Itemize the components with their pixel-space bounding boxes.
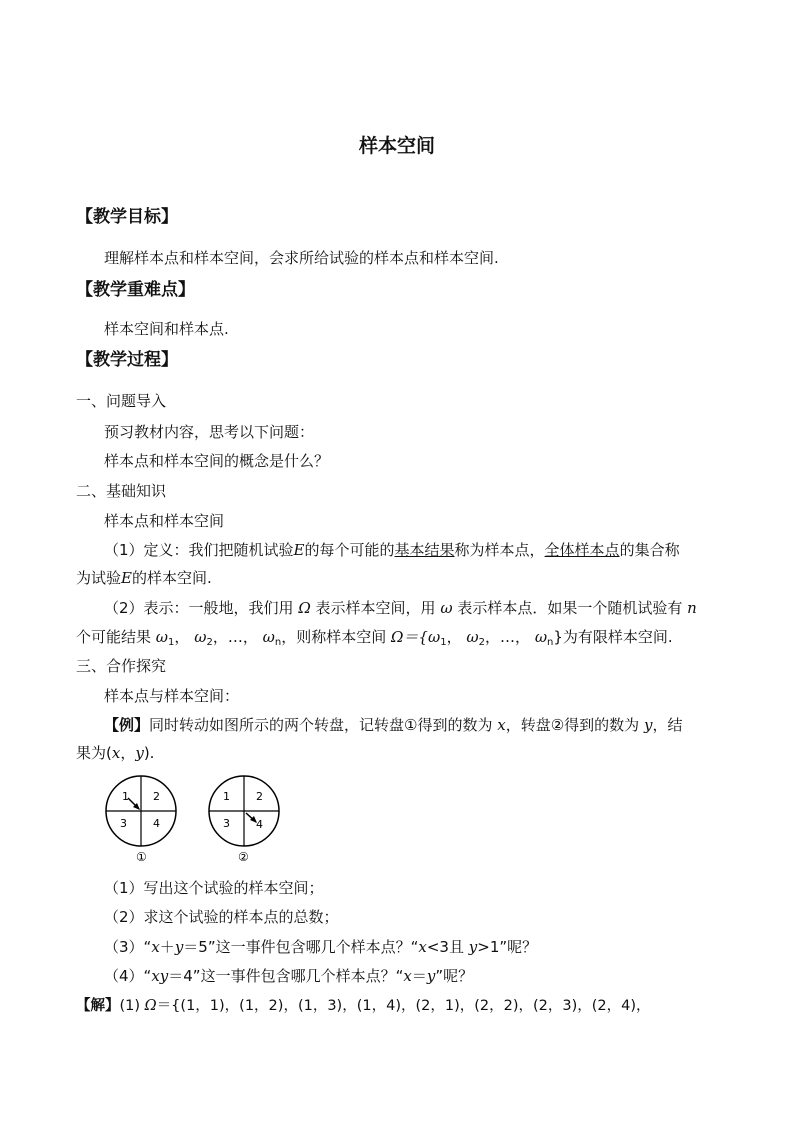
example-line1: 【例】同时转动如图所示的两个转盘，记转盘①得到的数为 x，转盘②得到的数为 y，结 xyxy=(104,716,683,734)
dial-2-sector-1: 1 xyxy=(223,790,230,803)
part2-heading: 二、基础知识 xyxy=(76,482,167,500)
goal-text: 理解样本点和样本空间，会求所给试验的样本点和样本空间. xyxy=(104,249,499,267)
dial-1-sector-3: 3 xyxy=(120,817,127,830)
part1-heading: 一、问题导入 xyxy=(76,392,167,410)
question-2: （2）求这个试验的样本点的总数； xyxy=(104,908,339,926)
dial-2 xyxy=(209,776,279,864)
representation-line2: 个可能结果 $\omega_1$， $\omega_2$，…， $\omega_n$，则称样本空间 $\Omega=\{\omega_1$， $\omega_2$，…， $\omega_n$}为有限样本空间. xyxy=(76,628,673,648)
dial-2-sector-3: 3 xyxy=(223,817,230,830)
key-text: 样本空间和样本点. xyxy=(104,320,229,338)
part3-subheading: 样本点与样本空间： xyxy=(104,687,240,705)
dial-2-label: ② xyxy=(238,850,249,864)
dial-1-sector-4: 4 xyxy=(153,817,160,830)
section-heading-key: 【教学重难点】 xyxy=(76,280,195,300)
spinner-figure xyxy=(100,775,300,867)
dial-1-sector-2: 2 xyxy=(153,790,160,803)
page-title: 样本空间 xyxy=(358,135,435,157)
dial-1-sector-1: 1 xyxy=(122,790,129,803)
section-heading-goal: 【教学目标】 xyxy=(76,207,178,227)
dial-1-label: ① xyxy=(136,850,147,864)
question-1: （1）写出这个试验的样本空间； xyxy=(104,879,324,897)
representation-line1: （2）表示：一般地，我们用 Ω 表示样本空间，用 ω 表示样本点．如果一个随机试验有 n xyxy=(104,599,697,617)
question-3: （3）“x＋y＝5”这一事件包含哪几个样本点？“x<3且 y>1”呢？ xyxy=(104,938,538,956)
dial-2-sector-2: 2 xyxy=(256,790,263,803)
definition-line2: 为试验E的样本空间. xyxy=(76,569,212,587)
part1-line2: 样本点和样本空间的概念是什么？ xyxy=(104,452,330,470)
question-4: （4）“xy＝4”这一事件包含哪几个样本点？“x＝y”呢？ xyxy=(104,967,474,985)
part2-subheading: 样本点和样本空间 xyxy=(104,512,225,530)
section-heading-process: 【教学过程】 xyxy=(76,350,178,370)
solution-line: 【解】(1) Ω＝{(1，1)，(1，2)，(1，3)，(1，4)，(2，1)，(2，2)，(2，3)，(2，4)， xyxy=(76,998,651,1014)
part3-heading: 三、合作探究 xyxy=(76,657,167,675)
definition-line1: （1）定义：我们把随机试验E的每个可能的基本结果称为样本点，全体样本点的集合称 xyxy=(104,541,680,559)
part1-line1: 预习教材内容，思考以下问题： xyxy=(104,423,315,441)
dial-1 xyxy=(106,776,176,864)
dial-2-sector-4: 4 xyxy=(256,818,263,831)
example-line2: 果为(x，y). xyxy=(76,744,155,762)
